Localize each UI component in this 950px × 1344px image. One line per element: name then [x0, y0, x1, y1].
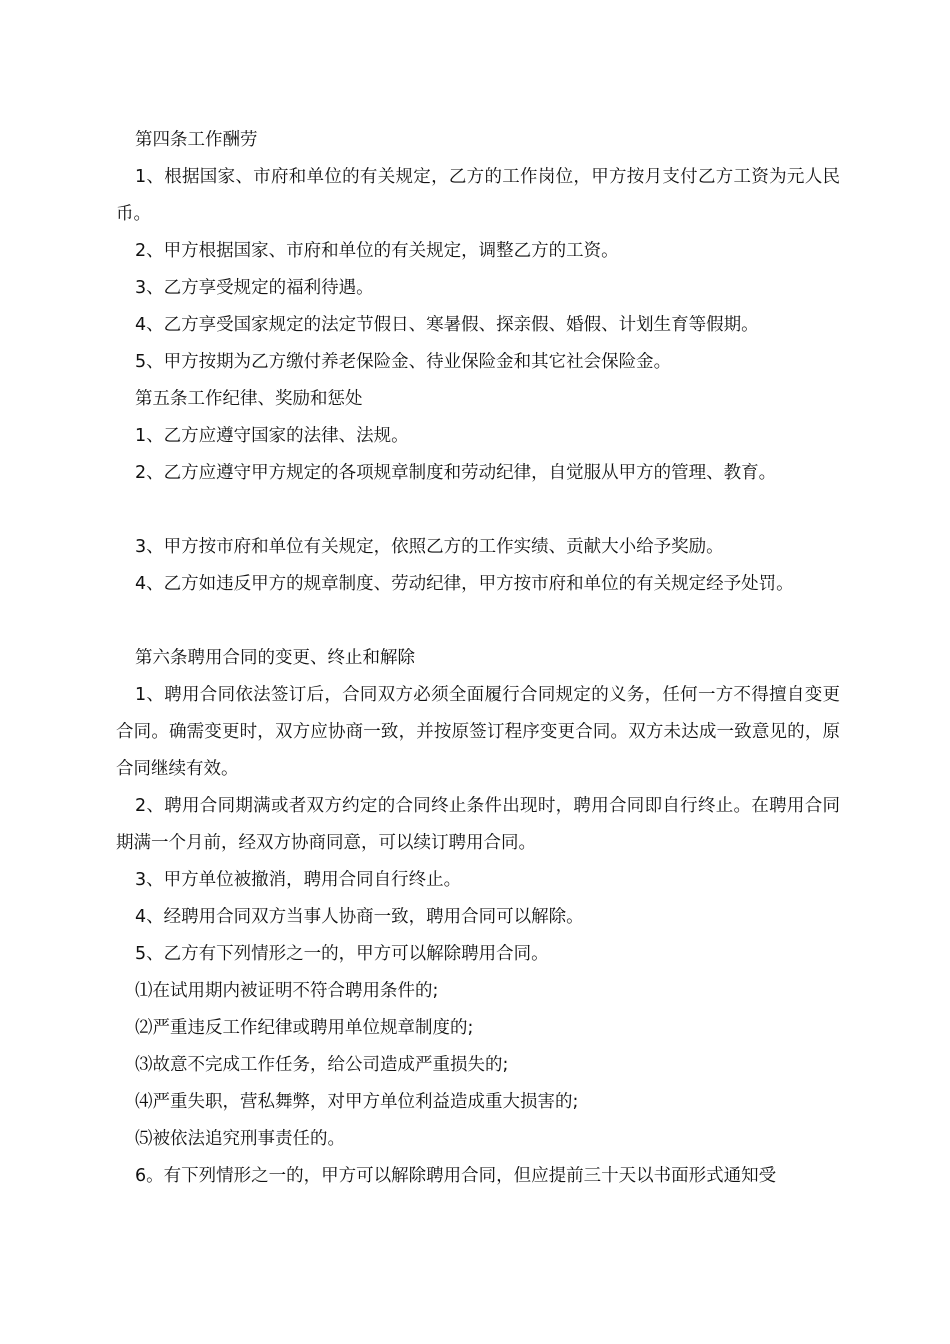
article-5-item-2: 2、乙方应遵守甲方规定的各项规章制度和劳动纪律，自觉服从甲方的管理、教育。	[135, 463, 777, 483]
article-4-heading: 第四条工作酬劳	[135, 130, 258, 150]
blank-line	[116, 492, 840, 529]
article-4-item-2: 2、甲方根据国家、市府和单位的有关规定，调整乙方的工资。	[135, 241, 619, 261]
article-4-item-3: 3、乙方享受规定的福利待遇。	[135, 278, 374, 298]
article-6-heading: 第六条聘用合同的变更、终止和解除	[135, 648, 415, 668]
article-5-item-4: 4、乙方如违反甲方的规章制度、劳动纪律，甲方按市府和单位的有关规定经予处罚。	[135, 574, 794, 594]
blank-line	[116, 603, 840, 640]
article-6-subitem-4: ⑷严重失职，营私舞弊，对甲方单位利益造成重大损害的;	[135, 1092, 579, 1112]
article-5-heading: 第五条工作纪律、奖励和惩处	[135, 389, 363, 409]
article-6-subitem-2: ⑵严重违反工作纪律或聘用单位规章制度的;	[135, 1018, 474, 1038]
article-6-subitem-3: ⑶故意不完成工作任务，给公司造成严重损失的;	[135, 1055, 509, 1075]
article-6-item-5: 5、乙方有下列情形之一的，甲方可以解除聘用合同。	[135, 944, 549, 964]
article-4-item-4: 4、乙方享受国家规定的法定节假日、寒暑假、探亲假、婚假、计划生育等假期。	[135, 315, 759, 335]
article-4-item-5: 5、甲方按期为乙方缴付养老保险金、待业保险金和其它社会保险金。	[135, 352, 672, 372]
article-5-item-3: 3、甲方按市府和单位有关规定，依照乙方的工作实绩、贡献大小给予奖励。	[135, 537, 724, 557]
article-6-item-1: 1、聘用合同依法签订后，合同双方必须全面履行合同规定的义务，任何一方不得擅自变更合同。确需变更时，双方应协商一致，并按原签订程序变更合同。双方未达成一致意见的，原合同继续有效。	[116, 685, 840, 779]
article-6-subitem-1: ⑴在试用期内被证明不符合聘用条件的;	[135, 981, 439, 1001]
article-6-item-3: 3、甲方单位被撤消，聘用合同自行终止。	[135, 870, 462, 890]
document-body	[116, 122, 840, 1195]
article-5-item-1: 1、乙方应遵守国家的法律、法规。	[135, 426, 409, 446]
article-6-item-6: 6。有下列情形之一的，甲方可以解除聘用合同，但应提前三十天以书面形式通知受	[135, 1166, 777, 1186]
article-4-item-1: 1、根据国家、市府和单位的有关规定，乙方的工作岗位，甲方按月支付乙方工资为元人民币。	[116, 167, 840, 224]
article-6-subitem-5: ⑸被依法追究刑事责任的。	[135, 1129, 345, 1149]
article-6-item-4: 4、经聘用合同双方当事人协商一致，聘用合同可以解除。	[135, 907, 584, 927]
article-6-item-2: 2、聘用合同期满或者双方约定的合同终止条件出现时，聘用合同即自行终止。在聘用合同期满一个月前，经双方协商同意，可以续订聘用合同。	[116, 796, 840, 853]
